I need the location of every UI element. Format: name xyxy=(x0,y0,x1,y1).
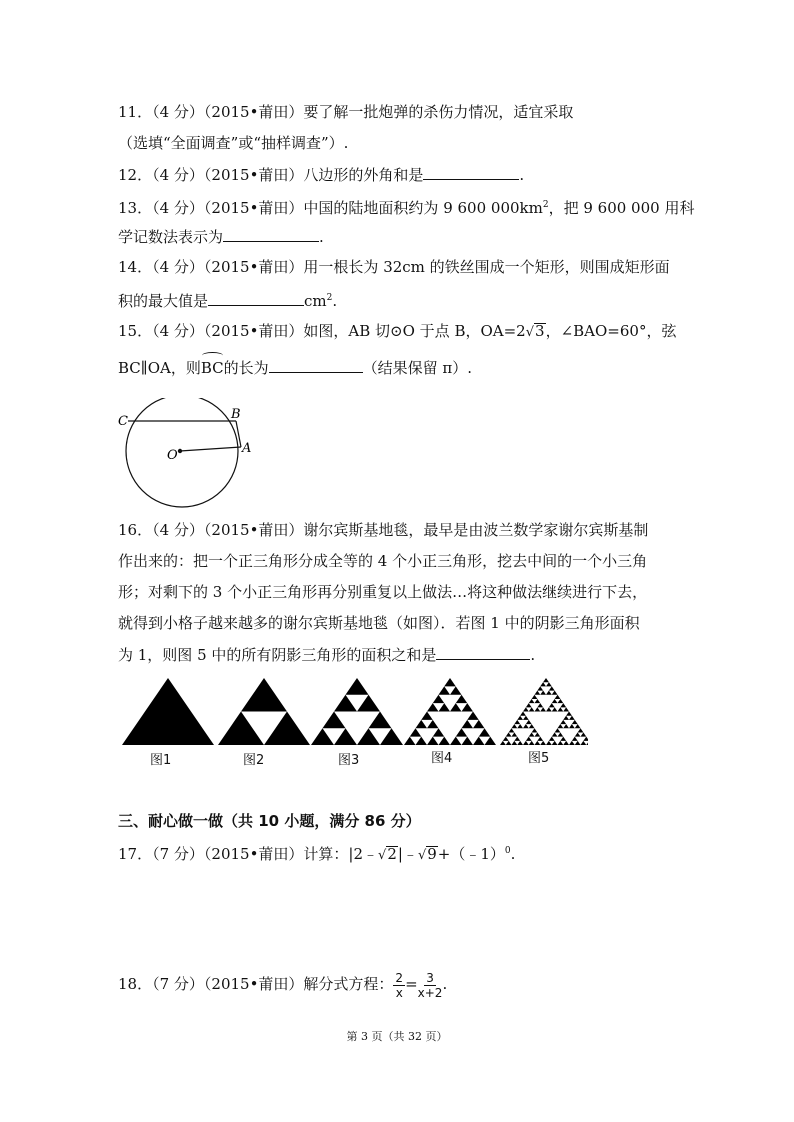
fraction-2-over-x xyxy=(393,971,405,1000)
q15-line1: 15．（4 分）（2015•莆田）如图，AB 切⊙O 于点 B，OA=2√3，∠BAO=60°，弦 xyxy=(118,322,677,340)
q16-line1: 16．（4 分）（2015•莆田）谢尔宾斯基地毯，最早是由波兰数学家谢尔宾斯基制 xyxy=(118,521,649,539)
q15-text-e: （结果保留 π）. xyxy=(362,359,473,377)
answer-blank xyxy=(423,163,519,180)
q18-eq: = xyxy=(405,975,418,993)
q15-line2 xyxy=(118,356,472,379)
q12-tail: . xyxy=(519,166,525,184)
q18 xyxy=(118,967,447,1001)
frac1-den: x xyxy=(395,985,403,1000)
q17-sqrt2: 9 xyxy=(427,845,437,863)
q18-text: 18．（7 分）（2015•莆田）解分式方程： xyxy=(118,975,394,993)
q13-text-c: 学记数法表示为 xyxy=(118,228,224,246)
q11-line1: 11．（4 分）（2015•莆田）要了解一批炮弹的杀伤力情况，适宜采取 xyxy=(118,103,574,121)
frac2-den: x+2 xyxy=(417,985,443,1000)
q14-text: 积的最大值是 xyxy=(118,292,209,310)
q13-text-a: 13．（4 分）（2015•莆田）中国的陆地面积约为 9 600 000km xyxy=(118,199,543,217)
q13-text-b: ，把 9 600 000 用科 xyxy=(548,199,695,217)
tangent-ab xyxy=(236,421,241,447)
caption-fig5: 图5 xyxy=(528,751,550,766)
q17-tail: . xyxy=(510,845,516,863)
q13-line2 xyxy=(118,225,324,248)
q14-sup: 2 xyxy=(326,293,333,303)
arc-bc xyxy=(201,357,224,379)
q16-line5 xyxy=(118,643,535,666)
page-footer: 第 3 页（共 32 页） xyxy=(346,1030,448,1043)
q15-text-d: 的长为 xyxy=(223,359,269,377)
caption-fig2: 图2 xyxy=(243,753,265,768)
q15-text-b: ，∠BAO=60°，弦 xyxy=(545,322,677,340)
frac2-num: 3 xyxy=(426,970,434,985)
q12 xyxy=(118,163,524,186)
answer-blank xyxy=(436,643,530,660)
q14-line1: 14．（4 分）（2015•莆田）用一根长为 32cm 的铁丝围成一个矩形，则围成矩形面 xyxy=(118,258,670,276)
q13-line1 xyxy=(118,194,694,219)
q13-tail: . xyxy=(319,228,324,246)
q15-text-c: BC∥OA，则 xyxy=(118,359,201,377)
arc-bc-label: BC xyxy=(200,359,224,377)
q16-tail: . xyxy=(530,646,536,664)
q16-line2: 作出来的：把一个正三角形分成全等的 4 个小正三角形，挖去中间的一个小三角 xyxy=(118,552,648,570)
q18-tail: . xyxy=(442,975,448,993)
q14-line2 xyxy=(118,287,337,312)
q16-text: 为 1，则图 5 中的所有阴影三角形的面积之和是 xyxy=(118,646,437,664)
answer-blank xyxy=(208,289,304,306)
frac1-num: 2 xyxy=(395,970,404,985)
q17-sup: 0 xyxy=(504,846,511,856)
caption-fig1: 图1 xyxy=(150,753,172,768)
q16-line3: 形；对剩下的 3 个小正三角形再分别重复以上做法…将这种做法继续进行下去， xyxy=(118,583,648,601)
q17-end: +（﹣1） xyxy=(437,845,505,863)
q13-sup: 2 xyxy=(542,200,549,210)
label-o: O xyxy=(167,448,178,463)
circle-figure xyxy=(112,398,262,518)
q15-sqrt: 3 xyxy=(535,322,545,340)
answer-blank xyxy=(269,356,363,373)
q17-sqrt1: 2 xyxy=(387,845,397,863)
label-b: B xyxy=(231,407,241,422)
sierpinski-figures xyxy=(118,676,588,746)
q17: 17．（7 分）（2015•莆田）计算：|2﹣√2|﹣√9+（﹣1）$^0$. xyxy=(118,845,516,863)
q17-mid: |﹣ xyxy=(397,845,418,863)
q17-text: 17．（7 分）（2015•莆田）计算：|2﹣ xyxy=(118,845,379,863)
caption-fig4: 图4 xyxy=(431,751,453,766)
q11-line2: （选填“全面调查”或“抽样调查”）. xyxy=(118,134,349,152)
q16-line4: 就得到小格子越来越多的谢尔宾斯基地毯（如图）．若图 1 中的阴影三角形面积 xyxy=(118,614,640,632)
fraction-3-over-x-plus-2 xyxy=(418,971,443,1000)
q15-text-a: 15．（4 分）（2015•莆田）如图，AB 切⊙O 于点 B，OA=2 xyxy=(118,322,526,340)
shaded-triangle xyxy=(122,678,214,745)
label-c: C xyxy=(118,414,128,429)
caption-fig3: 图3 xyxy=(338,753,360,768)
center-point xyxy=(178,449,182,453)
segment-oa xyxy=(180,447,241,451)
answer-blank xyxy=(223,225,319,242)
q14-unit: cm xyxy=(304,292,327,310)
circle-o xyxy=(126,398,238,507)
q14-tail: . xyxy=(332,292,338,310)
label-a: A xyxy=(242,441,252,456)
section-title: 三、耐心做一做（共 10 小题，满分 86 分） xyxy=(118,812,421,830)
q12-text: 12．（4 分）（2015•莆田）八边形的外角和是 xyxy=(118,166,424,184)
